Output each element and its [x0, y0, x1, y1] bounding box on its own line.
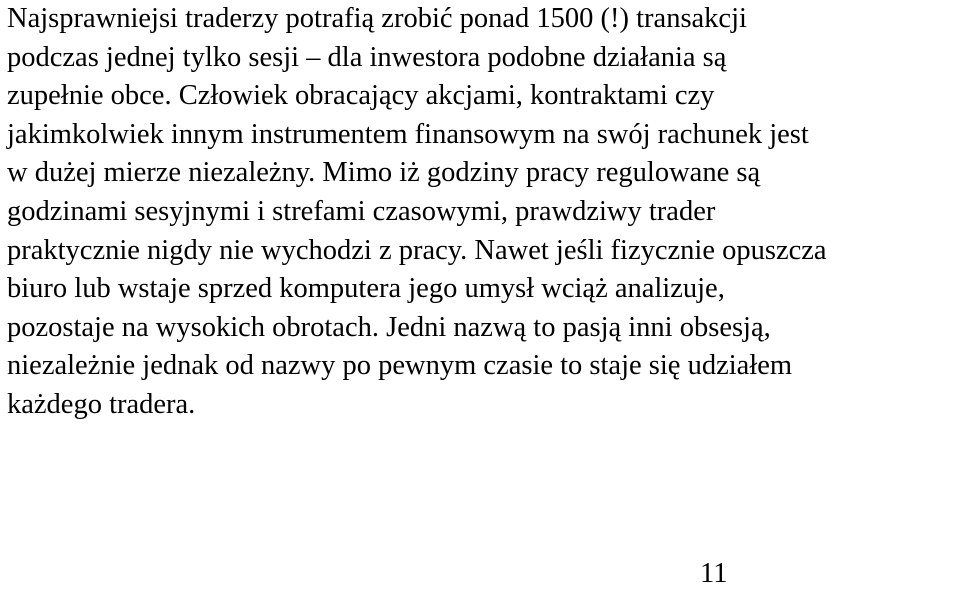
paragraph-line: praktycznie nigdy nie wychodzi z pracy. Nawet jeśli fizycznie opuszcza [7, 234, 827, 266]
paragraph-line: zupełnie obce. Człowiek obracający akcjami, kontraktami czy [7, 80, 715, 112]
paragraph-line: podczas jednej tylko sesji – dla inwestora podobne działania są [7, 41, 727, 73]
paragraph-line: godzinami sesyjnymi i strefami czasowymi, prawdziwy trader [7, 195, 716, 227]
paragraph-line: biuro lub wstaje sprzed komputera jego umysł wciąż analizuje, [7, 273, 725, 305]
paragraph-line: pozostaje na wysokich obrotach. Jedni nazwą to pasją inni obsesją, [7, 311, 771, 343]
page-number: 11 [700, 558, 728, 589]
paragraph-line: w dużej mierze niezależny. Mimo iż godziny pracy regulowane są [7, 157, 761, 189]
paragraph-line: każdego tradera. [7, 388, 196, 420]
body-paragraph [7, 0, 957, 425]
paragraph-line: niezależnie jednak od nazwy po pewnym czasie to staje się udziałem [7, 350, 793, 382]
paragraph-line: jakimkolwiek innym instrumentem finansowym na swój rachunek jest [7, 118, 809, 150]
paragraph-line: Najsprawniejsi traderzy potrafią zrobić ponad 1500 (!) transakcji [7, 3, 747, 34]
